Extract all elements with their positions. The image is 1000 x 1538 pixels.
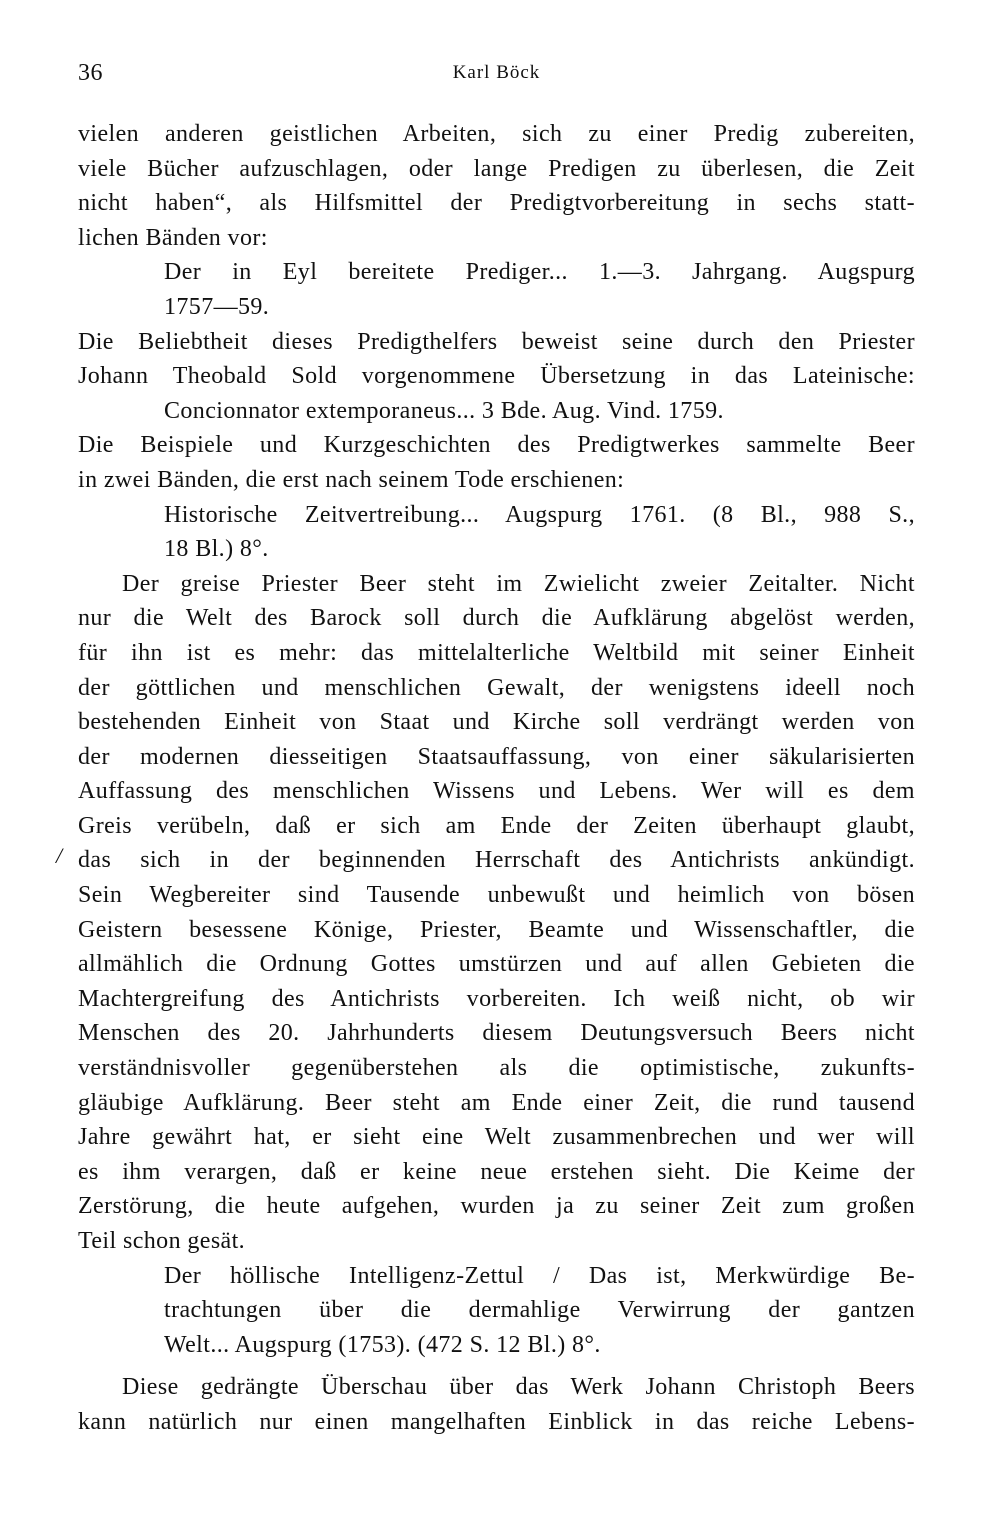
text-line: Menschen des 20. Jahrhunderts diesem Deutungsversuch Beers nicht xyxy=(78,1020,915,1047)
text-line: der göttlichen und menschlichen Gewalt, der wenigstens ideell noch xyxy=(78,674,915,701)
text-line: Sein Wegbereiter sind Tausende unbewußt und heimlich von bösen xyxy=(78,882,915,909)
bibliography-line: 18 Bl.) 8°. xyxy=(164,536,269,563)
text-line: das sich in der beginnenden Herrschaft des Antichrists ankündigt. xyxy=(78,847,915,874)
bibliography-line: Concionnator extemporaneus... 3 Bde. Aug. Vind. 1759. xyxy=(164,397,724,424)
text-line: gläubige Aufklärung. Beer steht am Ende einer Zeit, die rund tausend xyxy=(78,1089,915,1116)
bibliography-line: Welt... Augspurg (1753). (472 S. 12 Bl.) 8°. xyxy=(164,1331,601,1358)
text-line: der modernen diesseitigen Staatsauffassung, von einer säkularisierten xyxy=(78,743,915,770)
text-line: Auffassung des menschlichen Wissens und Lebens. Wer will es dem xyxy=(78,778,915,805)
bibliography-line: trachtungen über die dermahlige Verwirrung der gantzen xyxy=(164,1297,915,1324)
text-line: es ihm verargen, daß er keine neue erstehen sieht. Die Keime der xyxy=(78,1158,915,1185)
text-line: viele Bücher aufzuschlagen, oder lange Predigen zu überlesen, die Zeit xyxy=(78,155,915,182)
bibliography-line: Der höllische Intelligenz-Zettul / Das ist, Merkwürdige Be- xyxy=(164,1262,915,1289)
text-line: nicht haben“, als Hilfsmittel der Predigtvorbereitung in sechs statt- xyxy=(78,190,915,217)
bibliography-line: Historische Zeitvertreibung... Augspurg 1761. (8 Bl., 988 S., xyxy=(164,501,915,528)
text-line: in zwei Bänden, die erst nach seinem Tode erschienen: xyxy=(78,466,625,493)
text-line: bestehenden Einheit von Staat und Kirche soll verdrängt werden von xyxy=(78,709,915,736)
text-line: kann natürlich nur einen mangelhaften Einblick in das reiche Lebens- xyxy=(78,1408,915,1435)
text-line: Die Beispiele und Kurzgeschichten des Predigtwerkes sammelte Beer xyxy=(78,432,915,459)
text-line: nur die Welt des Barock soll durch die Aufklärung abgelöst werden, xyxy=(78,605,915,632)
bibliography-line: 1757—59. xyxy=(164,293,270,320)
margin-mark: / xyxy=(56,843,63,868)
page-number: 36 xyxy=(78,60,103,86)
text-line: allmählich die Ordnung Gottes umstürzen und auf allen Gebieten die xyxy=(78,951,915,978)
running-head: Karl Böck xyxy=(452,62,541,83)
text-line: Zerstörung, die heute aufgehen, wurden ja zu seiner Zeit zum großen xyxy=(78,1193,915,1220)
text-line: Greis verübeln, daß er sich am Ende der Zeiten überhaupt glaubt, xyxy=(78,812,915,839)
text-line: für ihn ist es mehr: das mittelalterliche Weltbild mit seiner Einheit xyxy=(78,639,915,666)
text-line: Diese gedrängte Überschau über das Werk Johann Christoph Beers xyxy=(122,1374,915,1401)
text-line: Machtergreifung des Antichrists vorbereiten. Ich weiß nicht, ob wir xyxy=(78,985,915,1012)
body-text xyxy=(78,117,915,1440)
text-line: Teil schon gesät. xyxy=(78,1228,246,1254)
text-line: vielen anderen geistlichen Arbeiten, sich zu einer Predig zubereiten, xyxy=(78,121,915,147)
bibliography-line: Der in Eyl bereitete Prediger... 1.—3. Jahrgang. Augspurg xyxy=(164,259,915,286)
text-line: lichen Bänden vor: xyxy=(78,224,268,251)
text-line: Geistern besessene Könige, Priester, Beamte und Wissenschaftler, die xyxy=(78,916,915,943)
text-line: Johann Theobald Sold vorgenommene Übersetzung in das Lateinische: xyxy=(78,363,915,390)
text-line: Der greise Priester Beer steht im Zwielicht zweier Zeitalter. Nicht xyxy=(122,570,915,597)
text-line: Jahre gewährt hat, er sieht eine Welt zusammenbrechen und wer will xyxy=(78,1124,915,1151)
page-header xyxy=(78,60,915,94)
text-line: verständnisvoller gegenüberstehen als die optimistische, zukunfts- xyxy=(78,1055,915,1082)
text-line: Die Beliebtheit dieses Predigthelfers beweist seine durch den Priester xyxy=(78,328,915,355)
